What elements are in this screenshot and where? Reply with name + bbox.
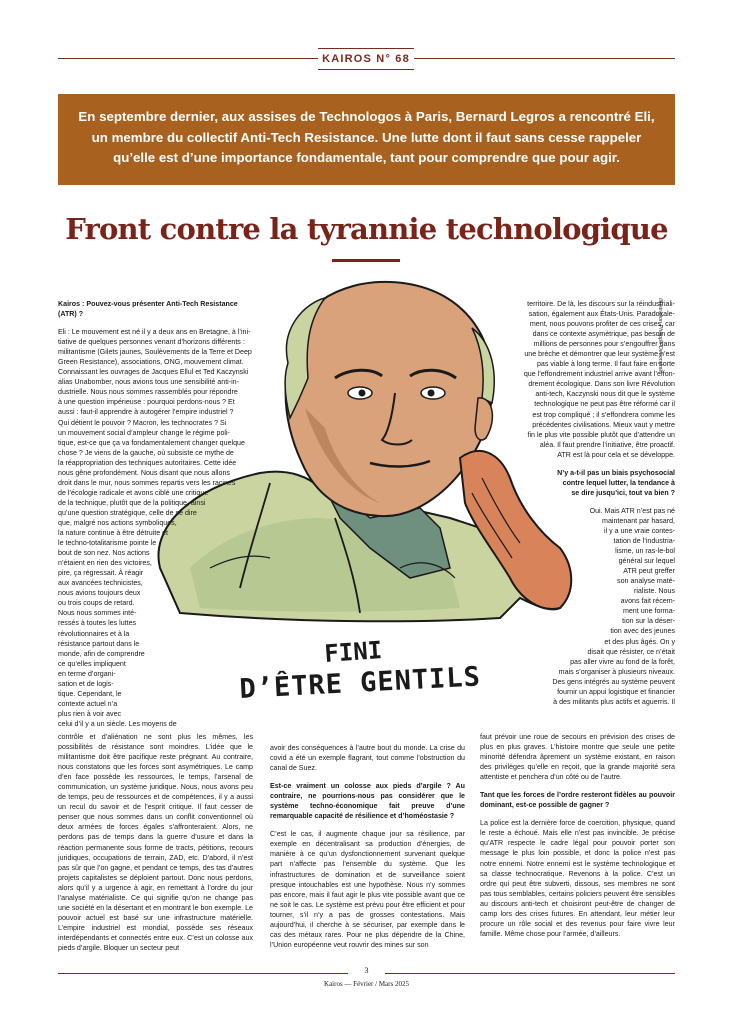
right-column-top xyxy=(470,299,675,707)
question-line: contre lequel lutter, la tendance à xyxy=(562,478,675,487)
text-line: maintenant par hasard, xyxy=(602,516,675,525)
middle-paragraph-2: C’est le cas, il augmente chaque jour sa résilience, par exemple en décentralisant sa production d’énergies, de manière à ce qu’un dysfonctionnement survenant quelque part n’affecte pas l’ensemble du système. Que les infrastructures de domination et de surveillance soient presque intouchables est une hypothèse. Nous n’y sommes pas encore, mais il faut agir le plus vite possible avant que ce ne soit le cas. Le système est prévu pour être efficient et pour tourner, s’il n’y a pas de grosses contestations. Mais aujourd’hui, il cherche à se sécuriser, par exemple dans le cas des métaux rares. Pour ne plus dépendre de la Chine, l’Union européenne veut rouvrir des mines sur son xyxy=(270,830,465,949)
text-line: chose ? Je viens de la gauche, où subsiste ce mythe de xyxy=(58,448,234,457)
right-paragraph-4: La police est la dernière force de coercition, physique, quand le reste a échoué. Mais elle n’est pas invincible. Je précise qu’ATR respecte le cadre légal pour pouvoir porter son message le plus loin possible, et donc la police n’est pas notre ennemi. Notre ennemi est le système technologique et sa classe technocratique. Revenons à la police. C’est un ordre qui peut être subverti, dissous, ses membres ne sont pas tous semblables, certains policiers peuvent être sensibles au discours anti-tech et choisiront peut-être de changer de camp lors des crises futures. En attendant, leur métier leur procure un rôle social et des revenus pour faire vivre leur famille. Même chose pour l’armée, d’ailleurs. xyxy=(480,819,675,938)
page-number-text: 3 xyxy=(359,966,375,975)
text-line: est trop compliqué ; il s’effondrera comme les xyxy=(532,410,675,419)
text-line: son analyse maté- xyxy=(617,577,675,586)
text-line: à des militants plus actifs et aguerris. Il xyxy=(553,697,675,706)
text-line: que l’effondrement industriel arrive avant l’effon- xyxy=(523,370,675,379)
intro-box: En septembre dernier, aux assises de Technologos à Paris, Bernard Legros a rencontré Eli, un membre du collectif Anti-Tech Resistance. Une lutte dont il faut sans cesse rappeler qu’elle est d’une importance fondamentale, tant pour comprendre que pour agir. xyxy=(58,94,675,185)
right-top-lines xyxy=(470,299,675,460)
text-line: militantisme (Gilets jaunes, Soulèvements de la Terre et Deep xyxy=(58,348,252,357)
question-2: Est-ce vraiment un colosse aux pieds d’argile ? Au contraire, ne pourrions-nous pas considérer que le système techno-économique fait preuve d’une remarquable capacité de résilience et d’homéostasie ? xyxy=(270,782,465,821)
header-rule-right xyxy=(414,58,675,59)
question-line: se dire jusqu’ici, tout va bien ? xyxy=(571,488,675,497)
text-line: aléa. Il faut prendre l’initiative, être proactif. xyxy=(539,440,675,449)
text-line: tique. Cependant, le xyxy=(58,689,122,698)
text-line: avons fait récem- xyxy=(620,597,675,606)
text-line: monde, afin de comprendre xyxy=(58,649,145,658)
text-line: disait que résister, ce n’était xyxy=(587,647,675,656)
text-line: ce qu’elles impliquent xyxy=(58,659,126,668)
text-line: droit dans le mur, nous sommes repartis vers les racines xyxy=(58,478,236,487)
text-line: technologique ne peut pas être réformé car il xyxy=(534,400,675,409)
text-line: sation, également aux États-Unis. Paradoxale- xyxy=(528,310,675,319)
text-line: un mouvement social d’ampleur change le régime poli- xyxy=(58,428,230,437)
text-line: contexte actuel n’a xyxy=(58,699,118,708)
middle-column xyxy=(270,743,465,950)
text-line: ment une forma- xyxy=(622,607,675,616)
text-line: et des plus âgés. On y xyxy=(604,637,675,646)
text-line: drement écologique. Dans son livre Révolution xyxy=(528,380,675,389)
text-line: ATR est là pour cela et se développe. xyxy=(557,450,675,459)
left-column-continuation xyxy=(58,732,253,953)
text-line: pas aller vivre au fond de la forêt, xyxy=(570,657,675,666)
text-line: de la technique, plutôt que de la politique, ainsi xyxy=(58,498,206,507)
text-line: lisme, un ras-le-bol xyxy=(615,547,675,556)
right-answer-lines xyxy=(470,506,675,707)
text-line: territoire. De là, les discours sur la réindustriali- xyxy=(527,300,675,308)
text-line: anti-tech, Kaczynski nous dit que le système xyxy=(535,390,675,399)
text-line: la réappropriation des techniques autoritaires. Cette idée xyxy=(58,458,237,467)
right-continuation-text: faut prévoir une roue de secours en prévision des crises de plus en plus graves. L’histoire montre que seule une petite minorité défendra âprement un système existant, en raison des privilèges qu’elle en reçoit, que la grande majorité sera attentiste et penchera d’un côté ou de l’autre. xyxy=(480,733,675,782)
text-line: tiative de quelques personnes venant d’horizons différents : xyxy=(58,338,245,347)
text-line: pire, ça régressait. À réagir xyxy=(58,569,144,578)
text-line: résistance partout dans le xyxy=(58,639,140,648)
text-line: fin le plus vite possible plutôt que d’attendre un xyxy=(527,430,675,439)
title-rule xyxy=(332,259,400,262)
text-line: rialiste. Nous xyxy=(633,587,675,596)
text-line: millions de personnes pour s’engouffrer dans xyxy=(533,340,675,349)
text-line: Des gens intégrés au système peuvent xyxy=(552,677,675,686)
text-line: Nous nous sommes inté- xyxy=(58,609,137,618)
text-line: tion avec des jeunes xyxy=(610,627,675,636)
text-line: Oui. Mais ATR n’est pas né xyxy=(589,506,675,515)
article-title: Front contre la tyrannie technologique xyxy=(65,212,668,246)
text-line: nous gêne profondément. Nous disant que nous allons xyxy=(58,468,230,477)
text-line: aux avancées technicistes, xyxy=(58,579,143,588)
text-line: qu’une question stratégique, celle de se dire xyxy=(58,508,197,517)
text-line: fournir un appui logistique et financier xyxy=(557,687,675,696)
text-line: Eli : Le mouvement est né il y a deux ans en Bretagne, à l’ini- xyxy=(58,328,251,337)
text-line: tique, est-ce que ça va fondamentalement changer quelque xyxy=(58,438,245,447)
text-line: Green Resistance), associations, ONG, mouvement climat. xyxy=(58,358,244,367)
text-line: le techno-totalitarisme pointe le xyxy=(58,539,157,548)
middle-paragraph-1: avoir des conséquences à l’autre bout du monde. La crise du covid a été un exemple flagrant, tout comme l’obstruction du canal de Suez. xyxy=(270,744,465,773)
text-line: Connaissant les ouvrages de Jacques Ellul et Ted Kaczynski xyxy=(58,368,249,377)
text-line: plus rien à voir avec xyxy=(58,709,122,718)
right-column-continuation xyxy=(480,732,675,939)
text-line: Qui détient le pouvoir ? Macron, les technocrates ? Si xyxy=(58,418,227,427)
text-line: ATR peut greffer xyxy=(623,567,675,576)
text-line: ment, nous pouvons profiter de ces crises, car xyxy=(529,320,675,329)
illustration-credit: Illustration Philippe Debongnie xyxy=(657,298,663,373)
question-3 xyxy=(470,468,675,498)
text-line: tation de l’industria- xyxy=(613,537,675,546)
caption-line2: D’ÊTRE GENTILS xyxy=(238,661,482,705)
text-line: tion sur la déser- xyxy=(622,617,675,626)
text-line: sation et de logis- xyxy=(58,679,114,688)
header-rule-left xyxy=(58,58,318,59)
issue-label: KAIROS N° 68 xyxy=(318,48,414,70)
text-line: aussi : faut-il apprendre à autogérer l’empire industriel ? xyxy=(58,408,234,417)
text-line: que, malgré nos actions symboliques, xyxy=(58,518,177,527)
question-line: N’y a-t-il pas un biais psychosocial xyxy=(557,468,675,477)
page-number xyxy=(0,966,733,975)
text-line: alias Unabomber, nous avions tous une sensibilité anti-in- xyxy=(58,378,239,387)
text-line: de l’écologie radicale et avons ciblé une critique xyxy=(58,488,209,497)
question-1: Kairos : Pouvez-vous présenter Anti-Tech Resistance (ATR) ? xyxy=(58,300,238,319)
left-continuation-text: contrôle et d’aliénation ne sont plus les mêmes, les possibilités de résistance sont moindres. L’idée que le militantisme doit être pacifique reste prégnant. Au contraire, nous constatons que les forces sont asymétriques. Le camp d’en face possède les ressources, le temps, l’arsenal de communication, un système juridique. Nous, nous avons peu de temps, peu de ressources et de compétences, il y a aussi un recul du savoir et de l’esprit critique. Il faut cesser de penser que nous sommes dans un conflit conventionnel où deux armées de forces égales s’affronteraient. Alors, ne perdons pas de temps dans la guerre d’usure et dans la réaction permanente sous forme de tracts, pétitions, recours juridiques, occupations de terrain, ZAD, etc. D’abord, il n’est pas sûr que l’on gagne, et pendant ce temps, des tas d’autres projets capitalistes se déploient partout. Donc nous perdons, alors qu’il y a urgence à agir, en remettant à l’ordre du jour l’analyse matérialiste. Ce qui signifie qu’on ne change pas une société en la désertant et en montrant le bon exemple. Le pouvoir actuel est basé sur une infrastructure matérielle. L’empire industriel est mondial, possède ses réseaux interdépendants et connectés entre eux. C’est un colosse aux pieds d’argile. Bloquer un secteur peut xyxy=(58,733,253,952)
text-line: ou trois coups de retard. xyxy=(58,599,135,608)
head-shape xyxy=(286,282,493,516)
text-line: révolutionnaires et à la xyxy=(58,629,130,638)
left-column-top xyxy=(58,299,258,729)
text-line: celui d’il y a un siècle. Les moyens de xyxy=(58,719,177,728)
question-4: Tant que les forces de l’ordre resteront fidèles au pouvoir dominant, est-ce possible de gagner ? xyxy=(480,791,675,810)
text-line: à une question impérieuse : pourquoi perdons-nous ? Et xyxy=(58,398,235,407)
text-line: il y a une vraie contes- xyxy=(604,526,675,535)
text-line: pas viable à long terme. Il faut faire en sorte xyxy=(536,360,675,369)
text-line: ressés à toutes les luttes xyxy=(58,619,137,628)
text-line: dustrielle. Nous nous sommes rassemblés pour répondre xyxy=(58,388,238,397)
text-line: bout de son nez. Nos actions xyxy=(58,549,150,558)
left-column-lines xyxy=(58,327,258,729)
footer-info: Kairos — Février / Mars 2025 xyxy=(324,980,409,988)
text-line: dans ce contexte asymétrique, pas besoin de xyxy=(532,330,675,339)
text-line: nous avions toujours deux xyxy=(58,589,141,598)
text-line: une brèche et démontrer que leur système n’est xyxy=(524,350,675,359)
text-line: la nature continue à être détruite et xyxy=(58,529,169,538)
text-line: mais s’organiser à plusieurs niveaux. xyxy=(558,667,675,676)
text-line: n’étaient en rien des victoires, xyxy=(58,559,152,568)
text-line: précédentes civilisations. Mieux vaut y mettre xyxy=(532,420,675,429)
text-line: en terme d’organi- xyxy=(58,669,116,678)
text-line: général sur lequel xyxy=(618,557,675,566)
caption-line1: FINI xyxy=(323,636,384,668)
